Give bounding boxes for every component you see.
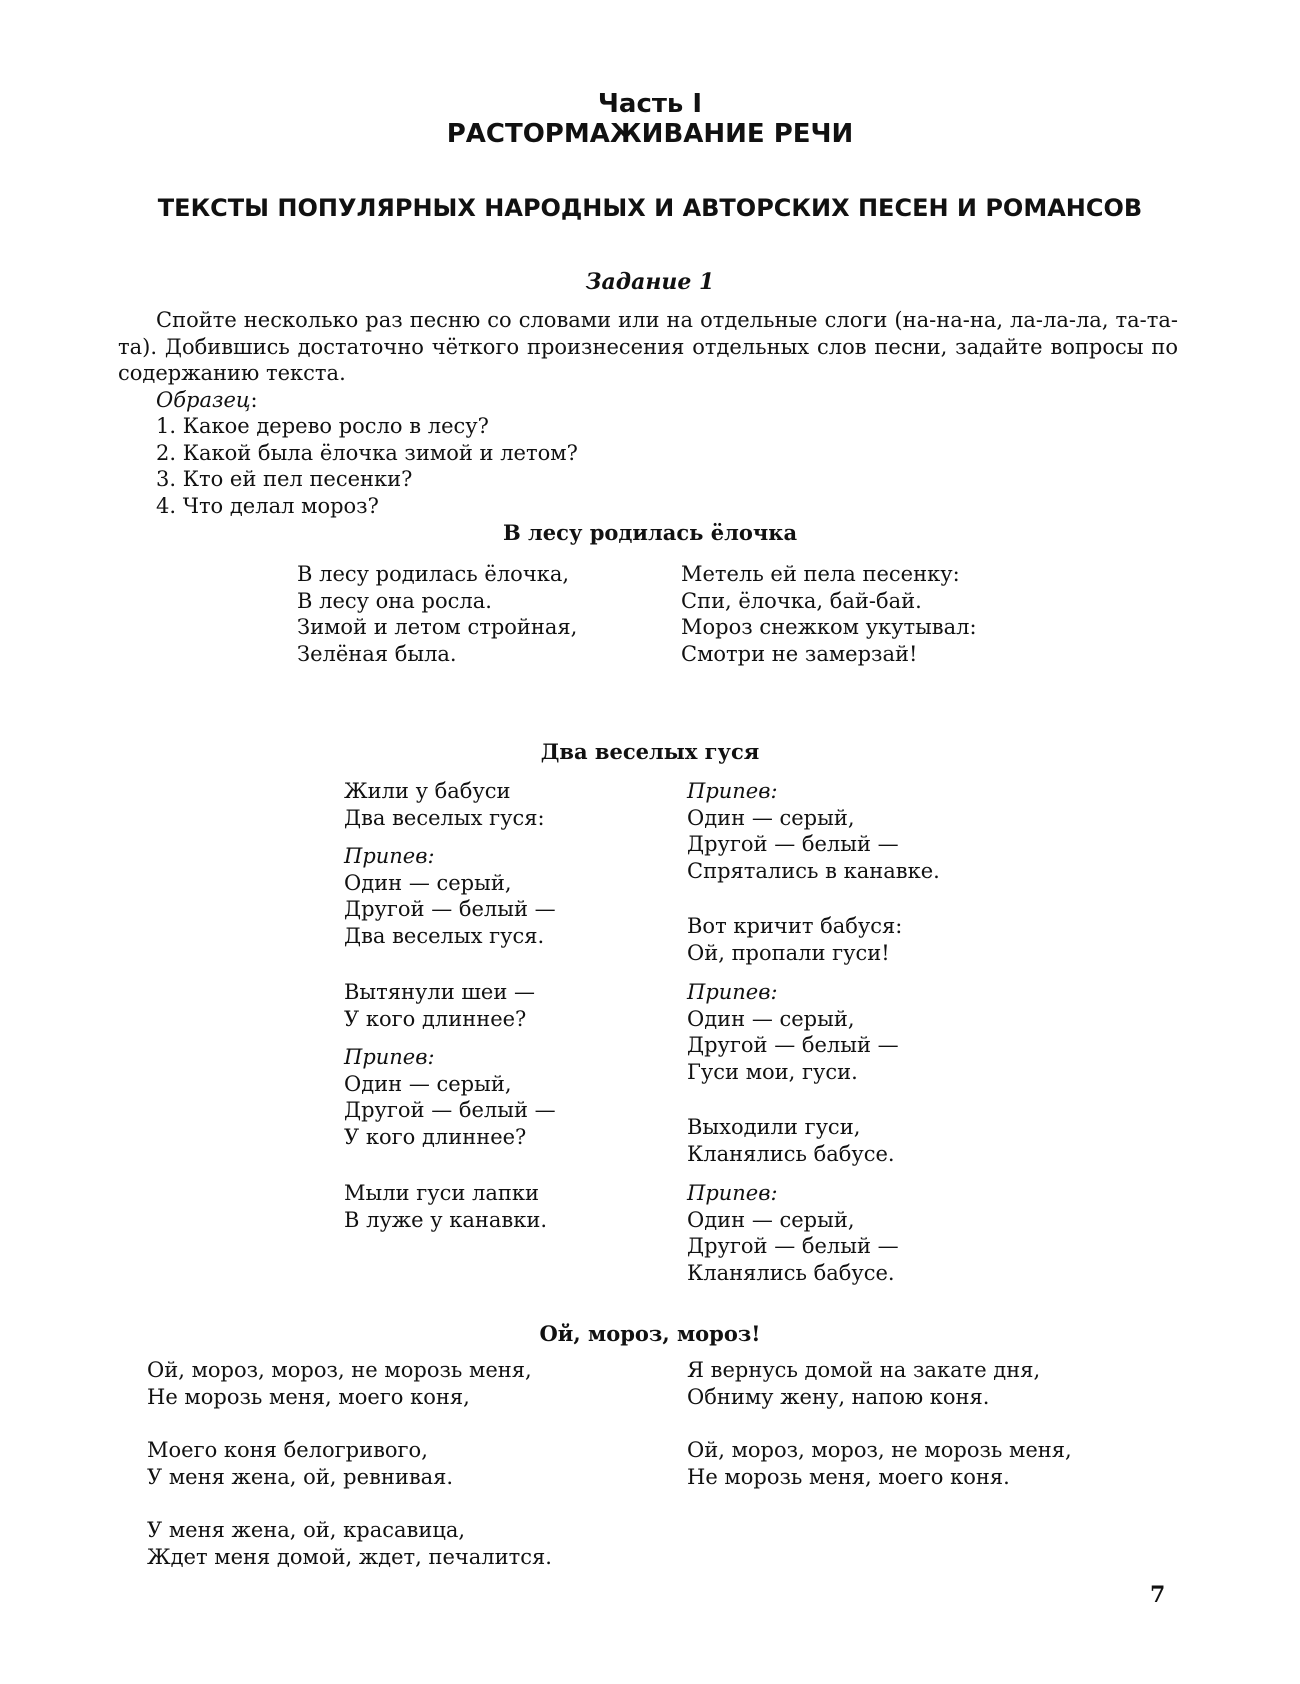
lyric-line: Другой — белый — — [344, 897, 556, 921]
lyric-line: У меня жена, ой, ревнивая. — [147, 1464, 454, 1489]
lyric-line: В лесу она росла. — [297, 588, 492, 613]
question-item: 2. Какой была ёлочка зимой и летом? — [156, 440, 578, 465]
lyric-line: Мороз снежком укутывал: — [681, 615, 977, 639]
chorus-label: Припев: — [687, 980, 778, 1004]
lyric-line: Один — серый, — [687, 1207, 855, 1232]
song3-right-stanza-1 — [687, 1357, 1040, 1410]
lyric-line: Мыли гуси лапки — [344, 1181, 539, 1205]
chorus-label: Припев: — [344, 844, 435, 868]
lyric-line: Один — серый, — [687, 805, 855, 830]
lyric-line: Зимой и летом стройная, — [297, 615, 578, 639]
lyric-line: Выходили гуси, — [687, 1115, 861, 1139]
lyric-line: У кого длиннее? — [344, 1006, 527, 1031]
chorus-label: Припев: — [687, 779, 778, 803]
sample-questions — [156, 413, 578, 519]
lyric-line: Спи, ёлочка, бай-бай. — [681, 588, 922, 613]
song1-left-column — [297, 561, 577, 667]
song2-left-chorus-2 — [344, 1044, 556, 1150]
song2-left-stanza-3 — [344, 1180, 547, 1233]
lyric-line: Другой — белый — — [687, 1033, 899, 1057]
chorus-label: Припев: — [344, 1045, 435, 1069]
lyric-line: Ой, пропали гуси! — [687, 940, 890, 965]
song2-right-stanza-2 — [687, 1114, 895, 1167]
lyric-line: Другой — белый — — [687, 832, 899, 856]
lyric-line: Другой — белый — — [687, 1234, 899, 1258]
sample-label-text: Образец — [156, 388, 251, 412]
sample-label — [156, 387, 258, 414]
song1-right-column — [681, 561, 977, 667]
lyric-line: Один — серый, — [687, 1006, 855, 1031]
lyric-line: Гуси мои, гуси. — [687, 1059, 858, 1084]
lyric-line: Ой, мороз, мороз, не морозь меня, — [687, 1438, 1072, 1462]
song2-right-stanza-1 — [687, 913, 902, 966]
lyric-line: Метель ей пела песенку: — [681, 562, 960, 586]
lyric-line: Кланялись бабусе. — [687, 1141, 895, 1166]
lyric-line: Два веселых гуся: — [344, 805, 545, 830]
song2-right-chorus-1 — [687, 778, 940, 884]
task-title: Задание 1 — [585, 269, 715, 295]
song-title-moroz: Ой, мороз, мороз! — [539, 1321, 761, 1346]
song3-left-stanza-2 — [147, 1437, 453, 1490]
lyric-line: В лесу родилась ёлочка, — [297, 562, 570, 586]
lyric-line: Обниму жену, напою коня. — [687, 1384, 990, 1409]
lyric-line: Один — серый, — [344, 1071, 512, 1096]
lyric-line: Спрятались в канавке. — [687, 858, 940, 883]
lyric-line: Моего коня белогривого, — [147, 1438, 428, 1462]
lyric-line: У кого длиннее? — [344, 1124, 527, 1149]
task-instructions: Спойте несколько раз песню со словами или на отдельные слоги (на-на-на, ла-ла-ла, та-та-та). Добившись достаточно чёткого произнесения отдельных слов песни, задайте вопросы по содержанию текста. — [118, 308, 1178, 385]
lyric-line: Кланялись бабусе. — [687, 1260, 895, 1285]
lyric-line: Ждет меня домой, ждет, печалится. — [147, 1544, 552, 1569]
lyric-line: У меня жена, ой, красавица, — [147, 1518, 466, 1542]
song2-right-chorus-2 — [687, 979, 899, 1085]
part-label: Часть I — [597, 89, 703, 119]
song3-left-stanza-3 — [147, 1517, 552, 1570]
song3-right-stanza-2 — [687, 1437, 1072, 1490]
lyric-line: Один — серый, — [344, 870, 512, 895]
lyric-line: Не морозь меня, моего коня, — [147, 1384, 470, 1409]
lyric-line: Другой — белый — — [344, 1098, 556, 1122]
lyric-line: Ой, мороз, мороз, не морозь меня, — [147, 1358, 532, 1382]
song2-left-chorus-1 — [344, 843, 556, 949]
part-title: РАСТОРМАЖИВАНИЕ РЕЧИ — [446, 119, 854, 149]
song-title-yolochka: В лесу родилась ёлочка — [502, 520, 798, 545]
song2-right-chorus-3 — [687, 1180, 899, 1286]
lyric-line: Вот кричит бабуся: — [687, 914, 903, 938]
lyric-line: Два веселых гуся. — [344, 923, 545, 948]
question-item: 1. Какое дерево росло в лесу? — [156, 414, 489, 438]
lyric-line: Вытянули шеи — — [344, 980, 535, 1004]
lyric-line: Не морозь меня, моего коня. — [687, 1464, 1010, 1489]
question-item: 3. Кто ей пел песенки? — [156, 467, 413, 491]
chorus-label: Припев: — [687, 1181, 778, 1205]
lyric-line: В луже у канавки. — [344, 1207, 548, 1232]
song3-left-stanza-1 — [147, 1357, 532, 1410]
lyric-line: Зелёная была. — [297, 641, 457, 666]
page-number: 7 — [1150, 1582, 1166, 1608]
sample-label-colon: : — [250, 388, 258, 412]
lyric-line: Смотри не замерзай! — [681, 641, 918, 666]
song-title-gusi: Два веселых гуся — [540, 739, 760, 764]
lyric-line: Жили у бабуси — [344, 779, 511, 803]
lyric-line: Я вернусь домой на закате дня, — [687, 1358, 1041, 1382]
song2-left-stanza-1 — [344, 778, 545, 831]
song2-left-stanza-2 — [344, 979, 535, 1032]
section-title: ТЕКСТЫ ПОПУЛЯРНЫХ НАРОДНЫХ И АВТОРСКИХ ПЕСЕН И РОМАНСОВ — [157, 194, 1143, 222]
question-item: 4. Что делал мороз? — [156, 493, 379, 518]
